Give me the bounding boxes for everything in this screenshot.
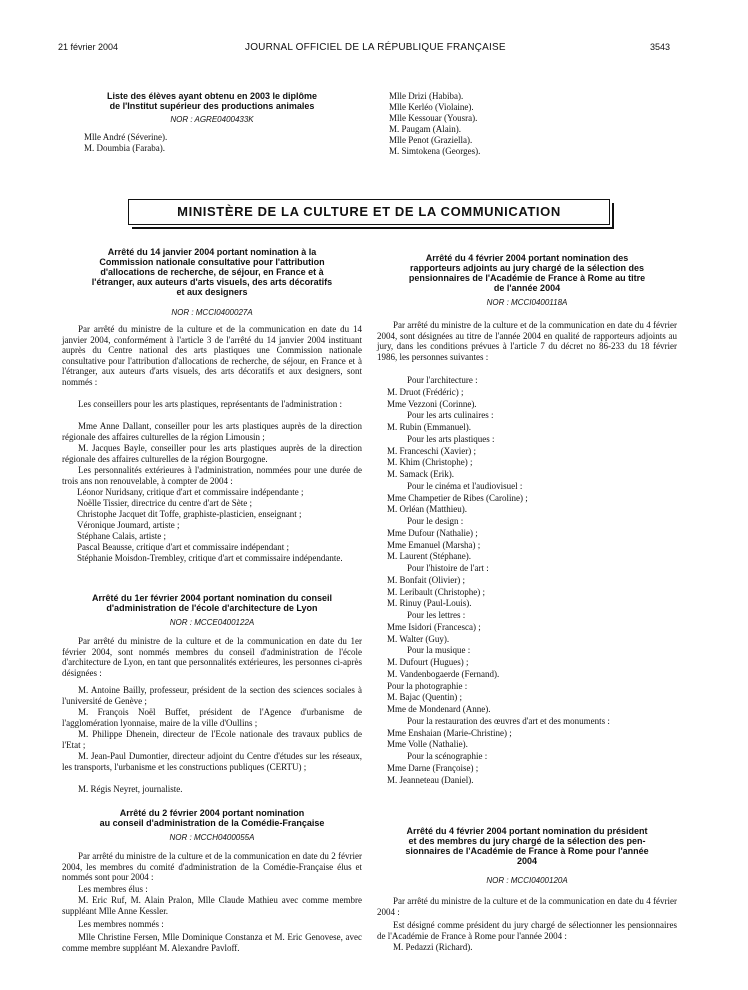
paragraph: M. Pedazzi (Richard). <box>393 942 473 952</box>
paragraph: Léonor Nuridsany, critique d'art et commissaire indépendante ; <box>77 487 304 497</box>
paragraph: Stéphanie Moisdon-Trembley, critique d'art et commissaire indépendante. <box>77 553 343 563</box>
list-item: M. Bonfait (Olivier) ; <box>387 574 465 585</box>
list-item: Mme Volle (Nathalie). <box>387 739 468 750</box>
list-subheading: Pour la musique : <box>407 645 471 656</box>
paragraph: M. Jacques Bayle, conseiller pour les arts plastiques auprès de la direction régionale des affaires culturelles de la région Bourgogne. <box>62 443 362 464</box>
paragraph: Noëlle Tissier, directrice du centre d'art de Sète ; <box>77 498 252 508</box>
list-item: Mlle Kessouar (Yousra). <box>389 113 478 123</box>
nor-reference: NOR : MCCH0400055A <box>169 833 255 842</box>
paragraph: Par arrêté du ministre de la culture et de la communication en date du 1er février 2004, sont nommés membres du conseil d'administration de l'école d'architecture de Lyon, en tant que personnalités extérieures, les personnes ci-après désignées : <box>62 636 362 678</box>
list-subheading: Pour le design : <box>407 516 464 526</box>
list-subheading: Pour l'architecture : <box>407 375 478 385</box>
list-item: M. Khim (Christophe) ; <box>387 457 473 468</box>
list-item: M. Simtokena (Georges). <box>389 146 481 156</box>
paragraph: Pascal Beausse, critique d'art et commissaire indépendant ; <box>77 542 290 552</box>
paragraph: Christophe Jacquet dit Toffe, graphiste-plasticien, enseignant ; <box>77 509 302 519</box>
list-subheading: Pour les arts plastiques : <box>407 433 495 444</box>
list-title-line-2: de l'Institut supérieur des productions animales <box>109 101 315 111</box>
nor-reference: NOR : MCCE0400122A <box>169 618 255 627</box>
list-item: Mme Vezzoni (Corinne). <box>387 398 477 409</box>
list-item: M. Jeanneteau (Daniel). <box>387 774 474 785</box>
list-item: M. Rinuy (Paul-Louis). <box>387 598 472 609</box>
header-date: 21 février 2004 <box>58 42 119 52</box>
list-item: Mme Champetier de Ribes (Caroline) ; <box>387 492 528 503</box>
list-item: M. Rubin (Emmanuel). <box>387 422 471 432</box>
list-subheading: Pour la scénographie : <box>407 751 488 761</box>
ministry-banner: MINISTÈRE DE LA CULTURE ET DE LA COMMUNICATION <box>128 199 610 225</box>
list-item: M. Orléan (Matthieu). <box>387 504 467 515</box>
paragraph: Est désigné comme président du jury chargé de sélectionner les pensionnaires de l'Académie de France à Rome pour l'année 2004 : <box>377 920 677 941</box>
list-item: M. Druot (Frédéric) ; <box>387 386 464 397</box>
list-item: Mme Darne (Françoise) ; <box>387 762 479 773</box>
paragraph: Par arrêté du ministre de la culture et de la communication en date du 2 février 2004, les membres du comité d'administration de la Comédie-Française élus et nommés sont pour 2004 : <box>62 851 362 882</box>
list-item: M. Vandenbogaerde (Fernand). <box>387 668 500 679</box>
paragraph: Mlle Christine Fersen, Mlle Dominique Constanza et M. Eric Genovese, avec comme membre suppléant M. Alexandre Pavloff. <box>62 932 362 953</box>
list-item: M. Leribault (Christophe) ; <box>387 586 485 597</box>
paragraph: Mme Anne Dallant, conseiller pour les arts plastiques auprès de la direction régionale des affaires culturelles de la région Limousin ; <box>62 421 362 442</box>
list-subheading: Pour le cinéma et l'audiovisuel : <box>407 480 523 491</box>
arrete-title: Arrêté du 4 février 2004 portant nomination des rapporteurs adjoints au jury chargé de la sélection des pensionnaires de l'Académie de France à Rome au titre de l'année 2004 <box>408 253 646 293</box>
paragraph: Par arrêté du ministre de la culture et de la communication en date du 14 janvier 2004, conformément à l'article 3 de l'arrêté du 14 janvier 2004 instituant auprès du Centre national des arts plastiques une Commission nationale consultative pour l'attribution d'allocations de recherche, de séjour, en France et à l'étranger, aux auteurs d'arts visuels, des arts décoratifs et aux designers, sont nommés : <box>62 324 362 387</box>
paragraph: Les membres nommés : <box>78 919 164 929</box>
paragraph: M. Antoine Bailly, professeur, président de la section des sciences sociales à l'université de Genève ; <box>62 685 362 706</box>
arrete-title: Arrêté du 1er février 2004 portant nomination du conseil d'administration de l'école d'architecture de Lyon <box>91 593 333 613</box>
header-title: JOURNAL OFFICIEL DE LA RÉPUBLIQUE FRANÇAISE <box>245 42 506 53</box>
list-item: Mlle Penot (Graziella). <box>389 135 473 145</box>
paragraph: Les membres élus : <box>78 884 148 894</box>
arrete-title: Arrêté du 2 février 2004 portant nomination au conseil d'administration de la Comédie-Française <box>99 808 325 828</box>
paragraph: M. François Noël Buffet, président de l'Agence d'urbanisme de l'agglomération lyonnaise, maire de la ville d'Oullins ; <box>62 707 362 728</box>
arrete-title: Arrêté du 14 janvier 2004 portant nomination à la Commission nationale consultative pour l'attribution d'allocations de recherche, de séjour, en France et à l'étranger, aux auteurs d'arts visuels, des arts décoratifs et aux designers <box>91 247 333 297</box>
nor-reference: NOR : MCCI0400120A <box>486 876 568 885</box>
paragraph: Stéphane Calais, artiste ; <box>77 531 166 541</box>
list-item: M. Paugam (Alain). <box>389 124 461 134</box>
list-item: M. Dufourt (Hugues) ; <box>387 657 469 667</box>
paragraph: Par arrêté du ministre de la culture et de la communication en date du 4 février 2004 : <box>377 896 677 917</box>
paragraph: M. Eric Ruf, M. Alain Pralon, Mlle Claude Mathieu avec comme membre suppléant Mlle Anne Kessler. <box>62 895 362 916</box>
list-title-line-1: Liste des élèves ayant obtenu en 2003 le diplôme <box>106 91 318 101</box>
paragraph: Par arrêté du ministre de la culture et de la communication en date du 4 février 2004, sont désignées au titre de l'année 2004 en qualité de rapporteurs adjoints au jury, dans les conditions prévues à l'article 7 du décret no 86-233 du 18 février 1986, les personnes suivantes : <box>377 320 677 362</box>
paragraph: Les personnalités extérieures à l'administration, nommées pour une durée de trois ans non renouvelable, à compter de 2004 : <box>62 465 362 486</box>
arrete-title: Arrêté du 4 février 2004 portant nomination du président et des membres du jury chargé de la sélection des pen- sionnaires de l'Académie de France à Rome pour l'année 2004 <box>405 826 649 866</box>
list-item: M. Doumbia (Faraba). <box>84 143 165 153</box>
list-item: Mme Dufour (Nathalie) ; <box>387 527 478 538</box>
list-item: Mme Emanuel (Marsha) ; <box>387 539 481 550</box>
list-item: M. Walter (Guy). <box>387 633 450 644</box>
list-subheading: Pour les lettres : <box>407 610 466 620</box>
list-item: Mlle Drizi (Habiba). <box>389 91 464 101</box>
nor-reference: NOR : AGRE0400433K <box>170 115 254 124</box>
list-item: M. Bajac (Quentin) ; <box>387 692 462 703</box>
list-item: M. Samack (Erik). <box>387 469 454 479</box>
list-subheading: Pour la restauration des œuvres d'art et des monuments : <box>407 715 610 726</box>
list-item: Pour la photographie : <box>387 680 468 691</box>
header-page-number: 3543 <box>650 42 671 52</box>
paragraph: M. Régis Neyret, journaliste. <box>78 784 183 794</box>
list-item: Mme Isidori (Francesca) ; <box>387 621 481 632</box>
list-item: Mme de Mondenard (Anne). <box>387 704 491 714</box>
paragraph: Véronique Joumard, artiste ; <box>77 520 180 530</box>
paragraph: M. Jean-Paul Dumontier, directeur adjoint du Centre d'études sur les réseaux, les transports, l'urbanisme et les constructions publiques (CERTU) ; <box>62 751 362 772</box>
list-subheading: Pour les arts culinaires : <box>407 410 494 421</box>
list-item: Mlle Kerléo (Violaine). <box>389 102 474 112</box>
list-item: Mme Enshaian (Marie-Christine) ; <box>387 727 512 738</box>
nor-reference: NOR : MCCI0400118A <box>486 298 568 307</box>
paragraph: Les conseillers pour les arts plastiques, représentants de l'administration : <box>78 399 343 409</box>
list-subheading: Pour l'histoire de l'art : <box>407 563 489 573</box>
list-item: Mlle André (Séverine). <box>84 132 168 142</box>
nor-reference: NOR : MCCI0400027A <box>171 308 253 317</box>
paragraph: M. Philippe Dhenein, directeur de l'Ecole nationale des travaux publics de l'Etat ; <box>62 729 362 750</box>
list-item: M. Laurent (Stéphane). <box>387 551 471 562</box>
list-item: M. Franceschi (Xavier) ; <box>387 445 476 456</box>
